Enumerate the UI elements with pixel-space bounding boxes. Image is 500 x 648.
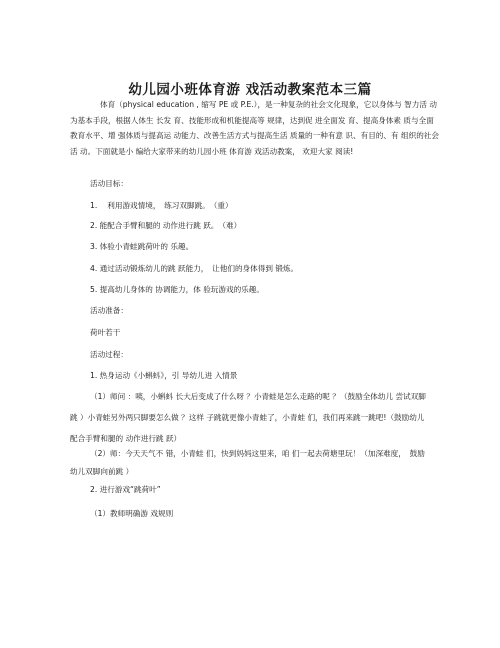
goal-item-4: 4. 通过活动锻炼幼儿的跳 跃能力， 让他们的身体得到 锻炼。 — [90, 264, 299, 273]
step-1-paragraph: （1）师问 ：咦，小蝌蚪 长大后变成了什么呀 ？小青蛙是怎么走路的呢 ？（鼓励全体幼儿 尝试双脚跳 ）小青蛙另外两只脚要怎么做 ？这样 子跳就更像小青蛙了，小青蛙 们，我们再来跳一跳吧!（鼓励幼儿配合手臂和腿的 动作进行跳 跃） — [70, 392, 426, 443]
document-title: 幼儿园小班体育游 戏活动教案范本三篇 — [128, 82, 372, 98]
goal-item-2: 2. 能配合手臂和腿的 动作进行跳 跃。 （难） — [90, 221, 242, 230]
goal-item-3: 3. 体验小青蛙跳荷叶的 乐趣。 — [90, 242, 194, 251]
goals-heading: 活动目标： — [90, 179, 128, 188]
prep-heading: 活动准备： — [90, 306, 128, 315]
goal-item-1: 1. 利用游戏情境， 练习双脚跳。 （重） — [90, 201, 233, 210]
goal-item-5: 5. 提高幼儿身体的 协调能力，体 验玩游戏的乐趣。 — [90, 285, 264, 294]
prep-item: 荷叶若干 — [90, 328, 121, 337]
intro-paragraph: 体育（physical education , 缩写 PE 或 P.E.），是一种复杂的社会文化现象，它以身体与 智力活 动为基本手段，根据人体生 长发 育、技能形成和机能提高等 规律，达到促 进全面发 育、提高身体素 质与全面教育水平、增 强体质与提高运 动能力、改善生活方式与提高生活 质量的一种有意 识、有目的、有 组织的社会活 动。下面就是小 编给大家带来的幼儿园小班 体育游 戏活动教案， 欢迎大家 阅读! — [70, 100, 439, 156]
process-heading: 活动过程： — [90, 350, 128, 359]
process-step-1: 1. 热身运动《小蝌蚪》，引 导幼儿进 入情景 — [90, 371, 238, 380]
process-step-2: 2. 进行游戏“跳荷叶” — [90, 485, 161, 494]
process-step-2-sub: （1）教师明确游 戏规则 — [90, 509, 174, 518]
step-2-paragraph: （2）师：今天天气不 错，小青蛙 们，快到妈妈这里来，咱 们一起去荷塘里玩！（加深难度， 鼓励幼儿双脚向前跳 ） — [70, 449, 425, 476]
